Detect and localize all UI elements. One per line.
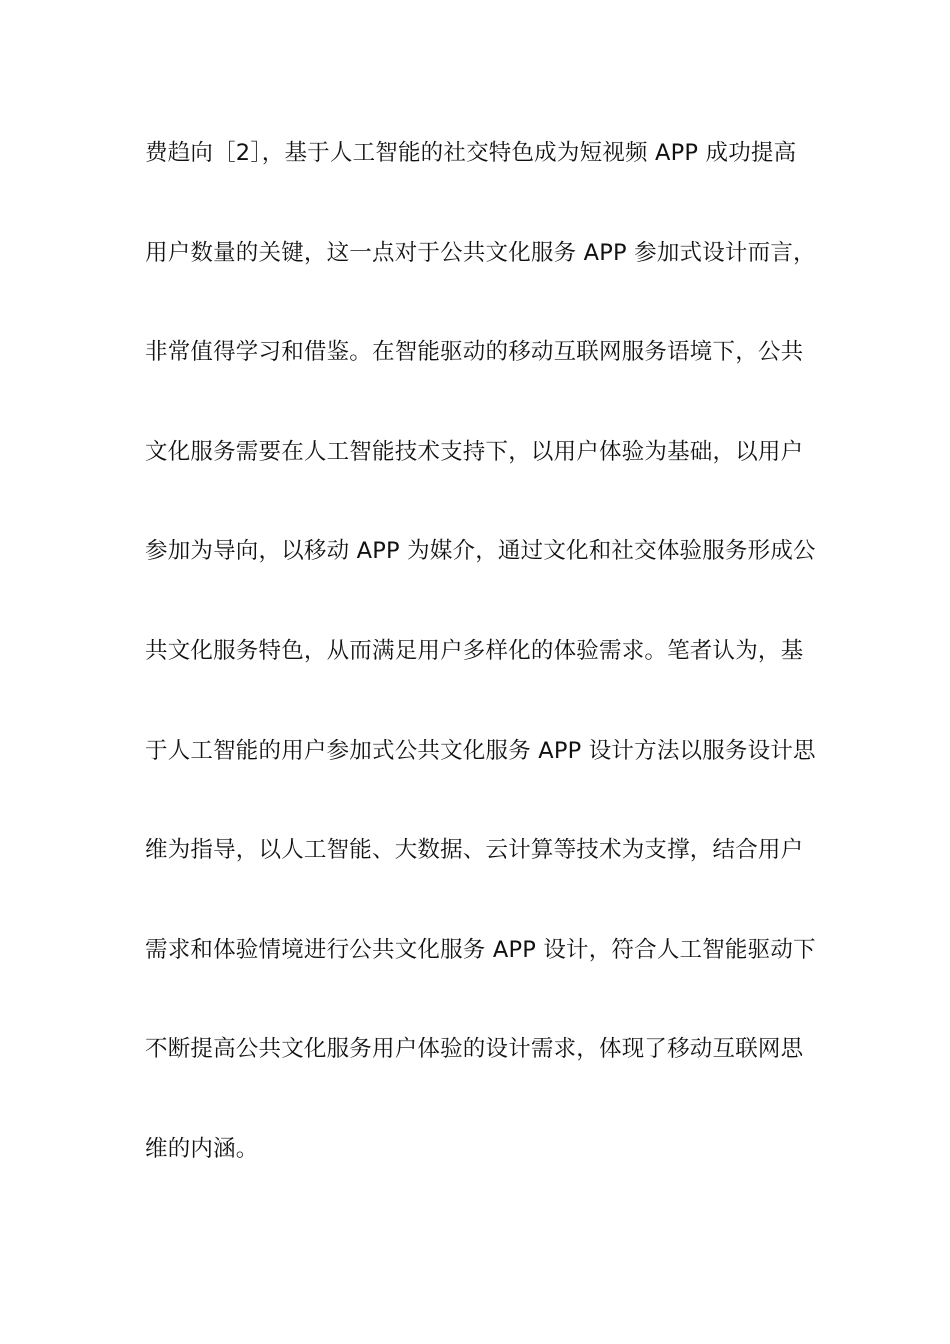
paragraph-line: 非常值得学习和借鉴。在智能驱动的移动互联网服务语境下，公共 — [145, 339, 804, 366]
paragraph-line: 文化服务需要在人工智能技术支持下，以用户体验为基础，以用户 — [145, 438, 804, 465]
paragraph-line: 参加为导向，以移动 APP 为媒介，通过文化和社交体验服务形成公 — [145, 538, 816, 565]
paragraph-line: 于人工智能的用户参加式公共文化服务 APP 设计方法以服务设计思 — [145, 737, 816, 764]
paragraph-line: 不断提高公共文化服务用户体验的设计需求，体现了移动互联网思 — [145, 1036, 804, 1063]
paragraph — [145, 136, 816, 1232]
paragraph-line: 维的内涵。 — [145, 1135, 259, 1162]
paragraph-line: 共文化服务特色，从而满足用户多样化的体验需求。笔者认为，基 — [145, 637, 804, 664]
paragraph-line: 维为指导，以人工智能、大数据、云计算等技术为支撑，结合用户 — [145, 837, 804, 864]
paragraph-line: 费趋向［2］，基于人工智能的社交特色成为短视频 APP 成功提高 — [145, 140, 797, 166]
paragraph-line: 需求和体验情境进行公共文化服务 APP 设计，符合人工智能驱动下 — [145, 936, 816, 963]
paragraph-line: 用户数量的关键，这一点对于公共文化服务 APP 参加式设计而言， — [145, 239, 816, 266]
